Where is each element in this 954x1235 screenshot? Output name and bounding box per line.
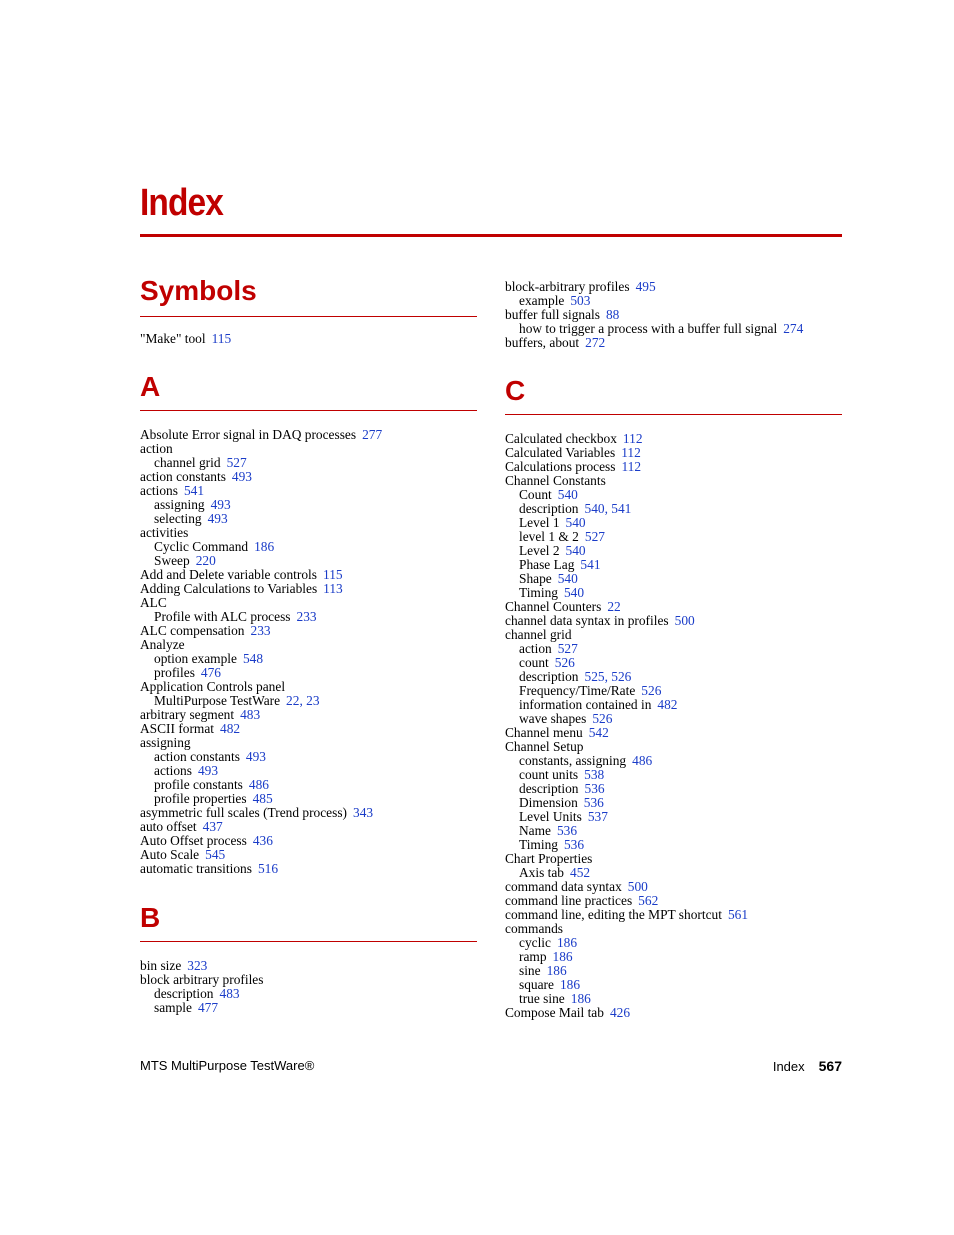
page-link[interactable]: 527 [584, 529, 605, 544]
section-rule-b [140, 941, 477, 942]
entry-term: Timing [519, 585, 558, 600]
index-entry [140, 526, 477, 540]
page-link[interactable]: 482 [220, 721, 241, 736]
page-link[interactable]: 536 [556, 823, 578, 838]
entry-term: Channel Constants [505, 473, 606, 488]
entry-term: Level Units [519, 809, 582, 824]
page-link[interactable]: 527 [557, 641, 578, 656]
index-entry [140, 428, 477, 442]
page-link[interactable]: 483 [240, 707, 261, 722]
page-link[interactable]: 277 [362, 427, 383, 442]
page-link[interactable]: 493 [197, 763, 219, 778]
section-heading-b: B [140, 902, 161, 933]
entry-term: commands [505, 921, 564, 936]
index-subentry [140, 540, 477, 554]
page-link[interactable]: 485 [252, 791, 273, 806]
page-link[interactable]: 186 [546, 963, 567, 978]
page-link[interactable]: 536 [584, 781, 605, 796]
entry-term: how to trigger a process with a buffer full signal [519, 321, 778, 336]
index-subentry [140, 456, 477, 470]
page-link[interactable]: 186 [552, 949, 573, 964]
page-link[interactable]: 483 [219, 986, 240, 1001]
entry-term: Shape [519, 571, 552, 586]
entry-term: assigning [140, 735, 191, 750]
page-link[interactable]: 495 [635, 279, 656, 294]
entry-term: ASCII format [140, 721, 215, 736]
entries-symbols [140, 332, 477, 346]
page-link[interactable]: 526 [592, 711, 613, 726]
section-rule-symbols [140, 316, 477, 317]
entry-term: action constants [154, 749, 240, 764]
index-subentry [505, 488, 842, 502]
page-link[interactable]: 542 [588, 725, 609, 740]
page-link[interactable]: 493 [245, 749, 266, 764]
page-link[interactable]: 22, 23 [286, 693, 320, 708]
page-link[interactable]: 186 [254, 539, 275, 554]
entry-term: sample [154, 1000, 192, 1015]
page-link[interactable]: 526 [554, 655, 575, 670]
index-subentry [140, 652, 477, 666]
index-entry [140, 722, 477, 736]
entry-term: buffers, about [505, 335, 580, 350]
entries-c [505, 432, 842, 1020]
page-link[interactable]: 115 [323, 567, 343, 582]
title-rule [140, 234, 842, 237]
index-entry [140, 806, 477, 820]
index-entry [505, 614, 842, 628]
index-subentry [505, 294, 842, 308]
page-link[interactable]: 493 [207, 511, 228, 526]
index-entry [140, 442, 477, 456]
entry-term: Channel menu [505, 725, 583, 740]
index-subentry [505, 992, 842, 1006]
page-link[interactable]: 540 [557, 487, 578, 502]
page-link[interactable]: 343 [353, 805, 374, 820]
entries-b-continued [505, 280, 842, 350]
index-subentry [505, 810, 842, 824]
index-subentry [505, 768, 842, 782]
entry-term: channel grid [505, 627, 572, 642]
index-entry [140, 820, 477, 834]
index-subentry [505, 698, 842, 712]
entry-term: Calculated Variables [505, 445, 616, 460]
entry-term: wave shapes [519, 711, 587, 726]
entry-term: channel grid [154, 455, 221, 470]
entry-term: command line practices [505, 893, 633, 908]
entry-term: Chart Properties [505, 851, 593, 866]
page-link[interactable]: 233 [250, 623, 271, 638]
entry-term: block arbitrary profiles [140, 972, 264, 987]
entry-term: "Make" tool [140, 331, 206, 346]
index-subentry [140, 778, 477, 792]
index-entry [505, 446, 842, 460]
entry-term: actions [154, 763, 192, 778]
entry-term: cyclic [519, 935, 551, 950]
index-entry [140, 708, 477, 722]
entry-term: Frequency/Time/Rate [519, 683, 636, 698]
index-entry [140, 568, 477, 582]
entry-term: automatic transitions [140, 861, 252, 876]
entries-a [140, 428, 477, 876]
entry-term: assigning [154, 497, 205, 512]
index-subentry [505, 572, 842, 586]
section-heading-symbols: Symbols [140, 275, 257, 306]
entry-term: profile constants [154, 777, 243, 792]
page-title: Index [140, 182, 223, 224]
page-link[interactable]: 536 [583, 795, 604, 810]
footer-section: Index [772, 1059, 805, 1074]
index-subentry [505, 796, 842, 810]
entry-term: asymmetric full scales (Trend process) [140, 805, 348, 820]
index-entry [505, 740, 842, 754]
entry-term: Timing [519, 837, 558, 852]
page-link[interactable]: 476 [200, 665, 221, 680]
entry-term: action [519, 641, 552, 656]
page-link[interactable]: 538 [584, 767, 605, 782]
entry-term: ALC [140, 595, 167, 610]
entry-term: Absolute Error signal in DAQ processes [140, 427, 357, 442]
entry-term: buffer full signals [505, 307, 600, 322]
index-entry [505, 280, 842, 294]
page-link[interactable]: 527 [226, 455, 247, 470]
entry-term: description [519, 501, 579, 516]
section-heading-c: C [505, 375, 526, 406]
entry-term: Application Controls panel [140, 679, 286, 694]
index-entry [505, 308, 842, 322]
index-entry [140, 959, 477, 973]
page-link[interactable]: 562 [638, 893, 659, 908]
entries-b [140, 959, 477, 1015]
index-entry [140, 596, 477, 610]
page-link[interactable]: 186 [556, 935, 578, 950]
page-link[interactable]: 482 [657, 697, 678, 712]
page-link[interactable]: 545 [205, 847, 226, 862]
index-entry [505, 894, 842, 908]
page-link[interactable]: 540 [557, 571, 578, 586]
page-link[interactable]: 274 [783, 321, 804, 336]
index-subentry [505, 656, 842, 670]
entry-term: arbitrary segment [140, 707, 235, 722]
entry-term: description [519, 781, 579, 796]
entry-term: bin size [140, 958, 182, 973]
entry-term: action [140, 441, 173, 456]
index-subentry [505, 322, 842, 336]
entry-term: description [519, 669, 579, 684]
page-link[interactable]: 541 [580, 557, 601, 572]
index-subentry [505, 950, 842, 964]
page-link[interactable]: 526 [641, 683, 662, 698]
entry-term: auto offset [140, 819, 197, 834]
page-link[interactable]: 112 [621, 459, 642, 474]
index-entry [505, 336, 842, 350]
page-link[interactable]: 186 [570, 991, 591, 1006]
page-number: 567 [818, 1058, 842, 1074]
entry-term: Count [519, 487, 552, 502]
page-link[interactable]: 437 [202, 819, 223, 834]
entry-term: command data syntax [505, 879, 622, 894]
index-entry [505, 474, 842, 488]
page-link[interactable]: 536 [563, 837, 585, 852]
entry-term: Auto Scale [140, 847, 200, 862]
page-link[interactable]: 220 [195, 553, 216, 568]
index-entry [505, 1006, 842, 1020]
entry-term: information contained in [519, 697, 652, 712]
index-entry [140, 624, 477, 638]
index-entry [505, 852, 842, 866]
entry-term: Channel Counters [505, 599, 602, 614]
footer-page-info [773, 1058, 842, 1074]
index-subentry [505, 558, 842, 572]
index-subentry [140, 694, 477, 708]
entry-term: MultiPurpose TestWare [154, 693, 281, 708]
entry-term: ALC compensation [140, 623, 245, 638]
index-subentry [505, 782, 842, 796]
entry-term: level 1 & 2 [519, 529, 579, 544]
entry-term: Axis tab [519, 865, 565, 880]
index-entry [140, 680, 477, 694]
page-link[interactable]: 540 [565, 543, 586, 558]
index-subentry [505, 978, 842, 992]
entry-term: Auto Offset process [140, 833, 247, 848]
index-entry [140, 638, 477, 652]
page-link[interactable]: 323 [187, 958, 208, 973]
entry-term: Profile with ALC process [154, 609, 291, 624]
index-subentry [140, 512, 477, 526]
entry-term: actions [140, 483, 178, 498]
entry-term: Add and Delete variable controls [140, 567, 317, 582]
entry-term: true sine [519, 991, 565, 1006]
index-entry [505, 628, 842, 642]
index-entry [505, 600, 842, 614]
index-subentry [505, 544, 842, 558]
index-subentry [505, 712, 842, 726]
entry-term: Channel Setup [505, 739, 584, 754]
page-link[interactable]: 540, 541 [584, 501, 632, 516]
page-link[interactable]: 561 [727, 907, 749, 922]
entry-term: Level 1 [519, 515, 560, 530]
index-entry [505, 908, 842, 922]
page-link[interactable]: 88 [605, 307, 620, 322]
section-heading-a: A [140, 371, 161, 402]
index-entry [505, 922, 842, 936]
index-subentry [505, 936, 842, 950]
entry-term: block-arbitrary profiles [505, 279, 630, 294]
page-link[interactable]: 500 [627, 879, 648, 894]
entry-term: count units [519, 767, 579, 782]
page-link[interactable]: 541 [183, 483, 205, 498]
entry-term: Cyclic Command [154, 539, 249, 554]
footer-title: MTS MultiPurpose TestWare® [140, 1058, 315, 1073]
page-link[interactable]: 22 [607, 599, 621, 614]
page-link[interactable]: 436 [252, 833, 273, 848]
entry-term: Sweep [154, 553, 190, 568]
index-subentry [505, 866, 842, 880]
entry-term: command line, editing the MPT shortcut [505, 907, 722, 922]
index-subentry [505, 754, 842, 768]
entry-term: Calculations process [505, 459, 616, 474]
page-link[interactable]: 186 [559, 977, 581, 992]
index-entry [140, 736, 477, 750]
page-link[interactable]: 503 [570, 293, 591, 308]
index-subentry [140, 554, 477, 568]
page-link[interactable]: 113 [323, 581, 343, 596]
index-subentry [505, 586, 842, 600]
entry-term: selecting [154, 511, 202, 526]
page-link[interactable]: 272 [585, 335, 606, 350]
index-entry [140, 332, 477, 346]
entry-term: sine [519, 963, 541, 978]
entry-term: Calculated checkbox [505, 431, 617, 446]
page-link[interactable]: 525, 526 [584, 669, 632, 684]
entry-term: activities [140, 525, 189, 540]
index-subentry [505, 964, 842, 978]
index-subentry [140, 1001, 477, 1015]
index-subentry [140, 666, 477, 680]
page-link[interactable]: 486 [248, 777, 269, 792]
page-link[interactable]: 112 [622, 431, 643, 446]
index-subentry [505, 684, 842, 698]
index-entry [505, 460, 842, 474]
index-subentry [505, 530, 842, 544]
entry-term: count [519, 655, 549, 670]
index-subentry [140, 764, 477, 778]
index-entry [140, 973, 477, 987]
entry-term: profiles [154, 665, 195, 680]
entry-term: Level 2 [519, 543, 560, 558]
index-subentry [505, 838, 842, 852]
entry-term: Phase Lag [519, 557, 575, 572]
entry-term: Analyze [140, 637, 185, 652]
index-entry [505, 880, 842, 894]
index-subentry [505, 502, 842, 516]
index-entry [140, 484, 477, 498]
page-link[interactable]: 540 [563, 585, 585, 600]
entry-term: square [519, 977, 554, 992]
entry-term: profile properties [154, 791, 247, 806]
page-link[interactable]: 486 [632, 753, 653, 768]
entry-term: Compose Mail tab [505, 1005, 604, 1020]
index-entry [140, 582, 477, 596]
entry-term: Adding Calculations to Variables [140, 581, 318, 596]
index-entry [140, 862, 477, 876]
index-entry [140, 470, 477, 484]
page-link[interactable]: 477 [197, 1000, 219, 1015]
page-link[interactable]: 540 [565, 515, 586, 530]
index-entry [140, 848, 477, 862]
index-subentry [140, 750, 477, 764]
page-link[interactable]: 112 [621, 445, 641, 460]
entry-term: ramp [519, 949, 547, 964]
index-subentry [505, 670, 842, 684]
entry-term: constants, assigning [519, 753, 627, 768]
entry-term: action constants [140, 469, 226, 484]
page-link[interactable]: 493 [210, 497, 231, 512]
section-rule-c [505, 414, 842, 415]
index-subentry [140, 610, 477, 624]
page-link[interactable]: 115 [211, 331, 232, 346]
entry-term: Dimension [519, 795, 578, 810]
index-entry [140, 834, 477, 848]
index-subentry [505, 516, 842, 530]
page-link[interactable]: 452 [570, 865, 591, 880]
index-entry [505, 726, 842, 740]
section-rule-a [140, 410, 477, 411]
index-subentry [140, 987, 477, 1001]
index-subentry [505, 642, 842, 656]
index-subentry [505, 824, 842, 838]
index-subentry [140, 498, 477, 512]
page-link[interactable]: 516 [257, 861, 279, 876]
index-subentry [140, 792, 477, 806]
entry-term: option example [154, 651, 237, 666]
entry-term: description [154, 986, 214, 1001]
entry-term: example [519, 293, 565, 308]
page-link[interactable]: 493 [231, 469, 252, 484]
entry-term: Name [519, 823, 551, 838]
page-link[interactable]: 233 [296, 609, 317, 624]
entry-term: channel data syntax in profiles [505, 613, 669, 628]
page-link[interactable]: 537 [587, 809, 608, 824]
page-link[interactable]: 426 [609, 1005, 631, 1020]
page-link[interactable]: 500 [674, 613, 695, 628]
index-entry [505, 432, 842, 446]
page-link[interactable]: 548 [242, 651, 264, 666]
